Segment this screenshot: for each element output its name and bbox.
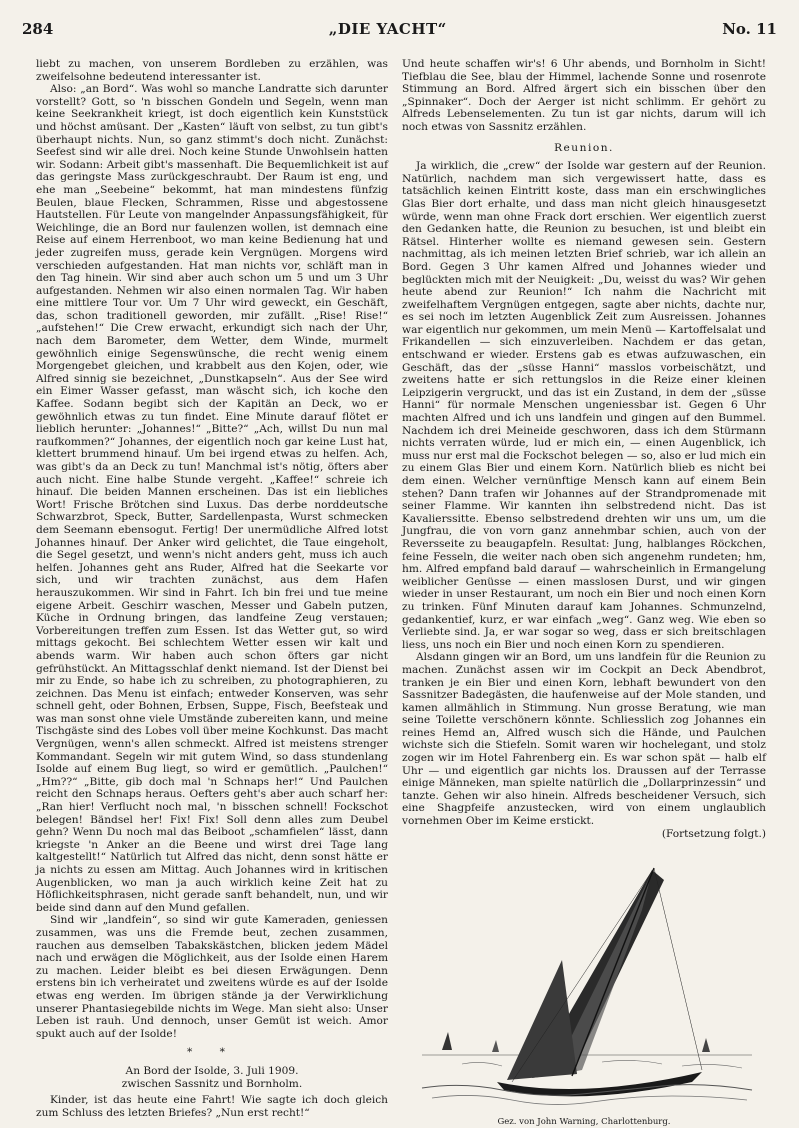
right-column bbox=[402, 58, 766, 1128]
paragraph: liebt zu machen, von unserem Bordleben zu erzählen, was zweifelsohne bedeutend interessanter ist. bbox=[36, 58, 388, 83]
paragraph: Kinder, ist das heute eine Fahrt! Wie sagte ich doch gleich zum Schluss des letzten Briefes? „Nun erst recht!“ bbox=[36, 1094, 388, 1119]
dateline bbox=[36, 1065, 388, 1090]
page-number: 284 bbox=[22, 20, 54, 38]
paragraph: Und heute schaffen wir's! 6 Uhr abends, und Bornholm in Sicht! Tiefblau die See, blau der Himmel, lachende Sonne und rosenrote Stimmung an Bord. Alfred ärgert sich ein bisschen über den „Spinnaker“. Doch der Aerger ist nicht schlimm. Er gehört zu Alfreds Lebenselementen. Zu tun ist gar nichts, darum will ich noch etwas von Sassnitz erzählen. bbox=[402, 58, 766, 133]
page-header bbox=[22, 20, 777, 46]
dateline-location: zwischen Sassnitz und Bornholm. bbox=[121, 1077, 303, 1090]
paragraph: Ja wirklich, die „crew“ der Isolde war gestern auf der Reunion. Natürlich, nachdem man sich vergewissert hatte, dass es tatsächlich keinen Eintritt koste, dass man ein erschwingliches Glas Bier dort erhalte, und dass man nicht gleich hinausgesetzt würde, wenn man ohne Frack dort erschien. Wer eigentlich zuerst den Gedanken hatte, die Reunion zu besuchen, ist und bleibt ein Rätsel. Hinterher wollte es niemand gewesen sein. Gestern nachmittag, als ich meinen letzten Brief schrieb, war ich allein an Bord. Gegen 3 Uhr kamen Alfred und Johannes wieder und beglückten mich mit der Neuigkeit: „Du, weisst du was? Wir gehen heute abend zur Reunion!“ Ich nahm die Nachricht mit zweifelhaftem Vergnügen entgegen, sagte aber nichts, dachte nur, es sei noch im letzten Augenblick Zeit zum Ausreissen. Johannes war eigentlich nur gekommen, um mein Menü — Kartoffelsalat und Frikandellen — sich einzuverleiben. Nachdem er das getan, entschwand er wieder. Erstens gab es etwas aufzuwaschen, ein Geschäft, das der „süsse Hanni“ masslos vorbeischätzt, und zweitens hatte er sich rettungslos in die Reize einer kleinen Leipzigerin vergruckt, und das ist ein Zustand, in dem der „süsse Hanni“ für normale Menschen ungeniessbar ist. Gegen 6 Uhr machten Alfred und ich uns landfein und gingen auf den Bummel. Nachdem ich drei Meineide geschworen, dass ich dem Stürmann nichts verraten würde, lud er mich ein, — einen Augenblick, ich muss nur erst mal die Fockschot belegen — so, also er lud mich ein zu einem Glas Bier und einem Korn. Natürlich blieb es nicht bei dem einen. Welcher vernünftige Mensch kann auf einem Bein stehen? Dann trafen wir Johannes auf der Strandpromenade mit seiner Flamme. Wir kannten ihn selbstredend nicht. Das ist Kavalierssitte. Ebenso selbstredend drehten wir uns um, um die Jungfrau, die von vorn ganz annehmbar schien, auch von der Reversseite zu beaugapfeln. Resultat: Jung, halblanges Röckchen, feine Fesseln, die weiter nach oben sich angenehm rundeten; hm, hm. Alfred empfand bald darauf — wahrscheinlich in Ermangelung weiblicher Genüsse — einen masslosen Durst, und wir gingen wieder in unser Restaurant, um noch ein Bier und noch einen Korn zu trinken. Fünf Minuten darauf kam Johannes. Schmunzelnd, gedankentief, kurz, er war einfach „weg“. Ganz weg. Wie eben so Verliebte sind. Ja, er war sogar so weg, dass er sich breitschlagen liess, uns noch ein Bier und noch einen Korn zu spendieren. bbox=[402, 160, 766, 651]
paragraph: Sind wir „landfein“, so sind wir gute Kameraden, geniessen zusammen, was uns die Fremde beut, zechen zusammen, rauchen aus demselben Tabakskästchen, blicken jedem Mädel nach und erwägen die Möglichkeit, aus der Isolde einen Harem zu machen. Leider bleibt es bei diesen Erwägungen. Denn erstens bin ich verheiratet und zweitens würde es auf der Isolde etwas eng werden. Im übrigen stände ja der Verwirklichung unserer Phantasiegebilde nichts im Wege. Man sieht also: Unser Leben ist rauh. Und dennoch, unser Gemüt ist weich. Amor spukt auch auf der Isolde! bbox=[36, 914, 388, 1040]
section-separator-stars: * * bbox=[187, 1046, 237, 1059]
issue-number: No. 11 bbox=[722, 20, 777, 38]
journal-title: „DIE YACHT“ bbox=[328, 20, 447, 38]
left-column bbox=[36, 58, 388, 1119]
paragraph: Also: „an Bord“. Was wohl so manche Landratte sich darunter vorstellt? Gott, so 'n bisschen Gondeln und Segeln, wenn man keine Seekrankheit kriegt, ist doch eigentlich kein Kunststück und höchst amüsant. Der „Kasten“ läuft von selbst, zu tun gibt's überhaupt nichts. Nun, so ganz stimmt's doch nicht. Zunächst: Seefest sind wir alle drei. Noch keine Stunde Unwohlsein hatten wir. Sodann: Arbeit gibt's massenhaft. Die Bequemlichkeit ist auf das geringste Mass zurückgeschraubt. Der Raum ist eng, und ehe man „Seebeine“ bekommt, hat man mindestens fünfzig Beulen, blaue Flecken, Schrammen, Risse und abgestossene Hautstellen. Für Leute von mangelnder Anpassungsfähigkeit, für Weichlinge, die an Bord nur faulenzen wollen, ist demnach eine Reise auf einem Herrenboot, wo man keine Bedienung hat und jeder zugreifen muss, gerade kein Vergnügen. Morgens wird verschieden aufgestanden. Hat man nichts vor, schläft man in den Tag hinein. Wir sind aber auch schon um 5 und um 3 Uhr aufgestanden. Nehmen wir also einen normalen Tag. Wir haben eine mittlere Tour vor. Um 7 Uhr wird geweckt, ein Geschäft, das, schon traditionell geworden, mir zufällt. „Rise! Rise!“ „aufstehen!“ Die Crew erwacht, erkundigt sich nach der Uhr, nach dem Barometer, dem Wetter, dem Winde, murmelt gewöhnlich einige Segenswünsche, die recht wenig einem Morgengebet gleichen, und krabbelt aus den Kojen, oder, wie Alfred sinnig sie bezeichnet, „Dunstkapseln“. Aus der See wird ein Eimer Wasser gefasst, man wäscht sich, ich koche den Kaffee. Sodann begibt sich der Kapitän an Deck, wo er gewöhnlich etwas zu tun findet. Eine Minute darauf flötet er lieblich herunter: „Johannes!“ „Bitte?“ „Ach, willst Du nun mal raufkommen?“ Johannes, der eigentlich noch gar keine Lust hat, klettert brummend hinauf. Um bei irgend etwas zu helfen. Ach, was gibt's da an Deck zu tun! Manchmal ist's nötig, öfters aber auch nicht. Eine halbe Stunde vergeht. „Kaffee!“ schreie ich hinauf. Die beiden Mannen erscheinen. Das ist ein liebliches Wort! Frische Brötchen sind Luxus. Das derbe norddeutsche Schwarzbrot, Speck, Butter, Sardellenpasta, Wurst schmecken dem Seemann ebensogut. Fertig! Der unermüdliche Alfred lotst Johannes hinauf. Der Anker wird gelichtet, die Taue eingeholt, die Segel gesetzt, und wenn's nicht anders geht, muss ich auch helfen. Johannes geht ans Ruder, Alfred hat die Seekarte vor sich, und wir trachten zunächst, aus dem Hafen herauszukommen. Wir sind in Fahrt. Ich bin frei und tue meine eigene Arbeit. Geschirr waschen, Messer und Gabeln putzen, Küche in Ordnung bringen, das landfeine Zeug verstauen; Vorbereitungen treffen zum Essen. Ist das Wetter gut, so wird mittags gekocht. Bei schlechtem Wetter essen wir kalt und abends warm. Wir haben auch schon öfters gar nicht gefrühstückt. An Mittagsschlaf denkt niemand. Ist der Dienst bei mir zu Ende, so habe ich zu schreiben, zu photographieren, zu zeichnen. Das Menu ist einfach; entweder Konserven, was sehr schnell geht, oder Bohnen, Erbsen, Suppe, Fisch, Beefsteak und was man sonst ohne viele Umstände zubereiten kann, und meine Tischgäste sind des Lobes voll über meine Kochkunst. Das macht Vergnügen, wenn's allen schmeckt. Alfred ist meistens strenger Kommandant. Segeln wir mit gutem Wind, so dass stundenlang Isolde auf einem Bug liegt, so wird er gemütlich. „Paulchen!“ „Hm??“ „Bitte, gib doch mal 'n Schnaps her!“ Und Paulchen reicht den Schnaps heraus. Oefters geht's aber auch scharf her: „Ran hier! Verflucht noch mal, 'n bisschen schnell! Fockschot belegen! Bändsel her! Fix! Fix! Soll denn alles zum Deubel gehn? Wenn Du noch mal das Beiboot „schamfielen“ lässt, dann kriegste 'n Anker an die Beene und wirst drei Tage lang kaltgestellt!“ Natürlich tut Alfred das nicht, denn sonst hätte er ja nichts zu essen am Mittag. Auch Johannes wird in kritischen Augenblicken, wo man ja auch wirklich keine Zeit hat zu Höflichkeitsphrasen, nicht gerade sanft behandelt, nun, und wir beide sind dann auf den Mund gefallen. bbox=[36, 83, 388, 914]
section-title: Reunion. bbox=[554, 141, 614, 154]
illustration-caption: Gez. von John Warning, Charlottenburg. bbox=[497, 1116, 671, 1127]
paragraph: Alsdann gingen wir an Bord, um uns landfein für die Reunion zu machen. Zunächst assen wir im Cockpit an Deck Abendbrot, tranken je ein Bier und einen Korn, lebhaft bewundert von den Sassnitzer Badegästen, die haufenweise auf der Mole standen, und kamen allmählich in Stimmung. Nun grosse Beratung, wie man seine Toilette verschönern könnte. Schliesslich zog Johannes ein reines Hemd an, Alfred wusch sich die Hände, und Paulchen wichste sich die Stiefeln. Somit waren wir hochelegant, und stolz zogen wir im Hotel Fahrenberg ein. Es war schon spät — halb elf Uhr — und eigentlich gar nichts los. Draussen auf der Terrasse einige Männeken, man spielte natürlich die „Dollarprinzessin“ und tanzte. Gehen wir also hinein. Alfreds bescheidener Versuch, sich eine Shagpfeife anzustecken, wird von einem unglaublich vornehmen Ober im Keime erstickt. bbox=[402, 651, 766, 828]
sailboat-illustration bbox=[402, 850, 766, 1110]
dateline-place-date: An Bord der Isolde, 3. Juli 1909. bbox=[125, 1064, 299, 1077]
continuation-note: (Fortsetzung folgt.) bbox=[661, 827, 766, 840]
